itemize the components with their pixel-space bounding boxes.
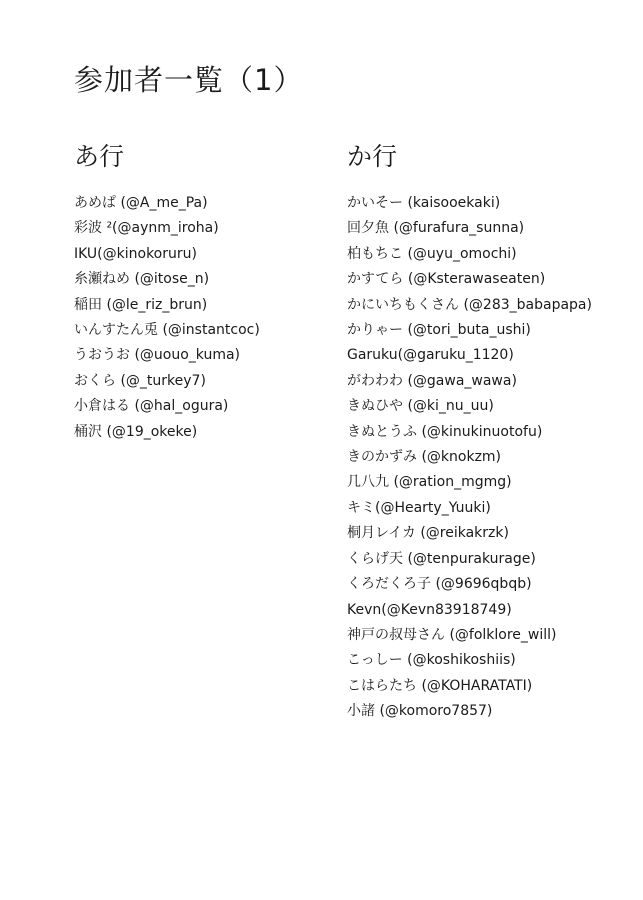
list-item: 几八九 (@ration_mgmg) bbox=[347, 474, 512, 491]
list-item: 彩波 ²(@aynm_iroha) bbox=[74, 220, 219, 237]
list-item: キミ(@Hearty_Yuuki) bbox=[347, 499, 491, 516]
section-heading: か行 bbox=[347, 142, 398, 171]
list-item: いんすたん兎 (@instantcoc) bbox=[74, 322, 260, 339]
list-item: かすてら (@Ksterawaseaten) bbox=[347, 271, 546, 288]
list-item: 稲田 (@le_riz_brun) bbox=[74, 296, 208, 313]
list-item: こっしー (@koshikoshiis) bbox=[347, 652, 516, 669]
list-item: 糸瀬ねめ (@itose_n) bbox=[74, 271, 210, 288]
section-ka-row bbox=[347, 140, 592, 725]
list-item: Garuku(@garuku_1120) bbox=[347, 347, 514, 364]
list-item: こはらたち (@KOHARATATI) bbox=[347, 677, 533, 694]
participant-list bbox=[347, 191, 592, 725]
list-item: きぬひや (@ki_nu_uu) bbox=[347, 398, 494, 415]
list-item: 神戸の叔母さん (@folklore_will) bbox=[347, 626, 557, 643]
list-item: くらげ天 (@tenpurakurage) bbox=[347, 550, 536, 567]
page-title: 参加者一覧（1） bbox=[74, 63, 304, 97]
list-item: かりゃー (@tori_buta_ushi) bbox=[347, 322, 531, 339]
list-item: かにいちもくさん (@283_babapapa) bbox=[347, 296, 592, 313]
list-item: 回夕魚 (@furafura_sunna) bbox=[347, 220, 525, 237]
list-item: あめぱ (@A_me_Pa) bbox=[74, 195, 208, 211]
list-item: うおうお (@uouo_kuma) bbox=[74, 347, 241, 364]
list-item: 柏もちこ (@uyu_omochi) bbox=[347, 245, 517, 262]
list-item: きぬとうふ (@kinukinuotofu) bbox=[347, 423, 543, 440]
list-item: 桐月レイカ (@reikakrzk) bbox=[347, 525, 509, 542]
list-item: IKU(@kinokoruru) bbox=[74, 245, 197, 262]
list-item: おくら (@_turkey7) bbox=[74, 372, 206, 389]
list-item: きのかずみ (@knokzm) bbox=[347, 449, 502, 466]
list-item: 小諸 (@komoro7857) bbox=[347, 703, 493, 720]
section-heading: あ行 bbox=[74, 142, 125, 171]
participant-list bbox=[74, 191, 260, 445]
list-item: 桶沢 (@19_okeke) bbox=[74, 423, 198, 440]
list-item: Kevn(@Kevn83918749) bbox=[347, 601, 512, 618]
list-item: がわわわ (@gawa_wawa) bbox=[347, 372, 517, 389]
list-item: 小倉はる (@hal_ogura) bbox=[74, 398, 229, 415]
section-a-row bbox=[74, 140, 260, 445]
list-item: くろだくろ子 (@9696qbqb) bbox=[347, 576, 532, 593]
list-item: かいそー (kaisooekaki) bbox=[347, 195, 501, 211]
